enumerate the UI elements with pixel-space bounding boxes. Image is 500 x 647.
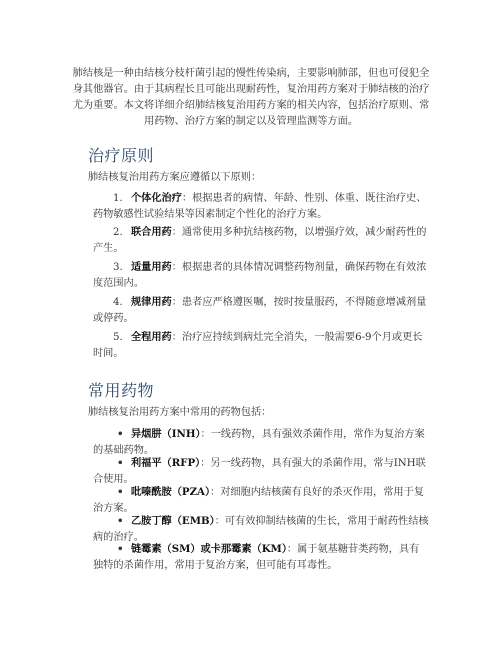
bullet-marker: • bbox=[117, 543, 124, 555]
list-item bbox=[93, 541, 429, 574]
list-item-text: ：属于氨基糖苷类药物，具有独特的杀菌作用，常用于复治方案，但可能有耳毒性。 bbox=[93, 544, 420, 571]
list-item-text: ：另一线药物，具有强大的杀菌作用，常与INH联合使用。 bbox=[93, 458, 426, 485]
section-lead-treatment-principles: 肺结核复治用药方案应遵循以下原则： bbox=[88, 172, 262, 183]
bullet-marker: • bbox=[117, 515, 124, 527]
list-item bbox=[93, 329, 429, 362]
list-marker: 3. bbox=[113, 262, 123, 273]
intro-paragraph: 肺结核是一种由结核分枝杆菌引起的慢性传染病，主要影响肺部，但也可侵犯全身其他器官。由于其病程长且可能出现耐药性，复治用药方案对于肺结核的治疗尤为重要。本文将详细介绍肺结核复治用药方案的相关内容，包括治疗原则、常用药物、治疗方案的制定以及管理监测等方面。 bbox=[72, 68, 430, 127]
section-heading-common-drugs: 常用药物 bbox=[88, 381, 155, 400]
list-item-term: 异烟肼（INH） bbox=[131, 428, 201, 440]
list-item bbox=[93, 190, 429, 223]
section-lead-common-drugs: 肺结核复治用药方案中常用的药物包括： bbox=[88, 407, 272, 418]
list-marker: 1. bbox=[113, 193, 123, 204]
list-marker: 2. bbox=[113, 227, 123, 238]
list-item-term: 乙胺丁醇（EMB） bbox=[131, 515, 215, 527]
list-item-text: ：根据患者的病情、年龄、性别、体重、既往治疗史、药物敏感性试验结果等因素制定个性化的治疗方案。 bbox=[93, 193, 427, 220]
list-item-term: 吡嗪酰胺（PZA） bbox=[131, 486, 211, 498]
list-item-text: ：患者应严格遵医嘱，按时按量服药，不得随意增减剂量或停药。 bbox=[93, 297, 427, 324]
bullet-marker: • bbox=[117, 486, 124, 498]
section-heading-treatment-principles: 治疗原则 bbox=[88, 146, 155, 165]
list-marker: 4. bbox=[113, 297, 123, 308]
list-item-term: 链霉素（SM）或卡那霉素（KM） bbox=[131, 543, 287, 555]
list-item-term: 全程用药 bbox=[131, 331, 172, 343]
list-item bbox=[93, 259, 429, 292]
bullet-marker: • bbox=[117, 428, 124, 440]
list-item-text: ：可有效抑制结核菌的生长，常用于耐药性结核病的治疗。 bbox=[93, 516, 429, 543]
list-item bbox=[93, 294, 429, 327]
list-item-term: 规律用药 bbox=[131, 296, 172, 308]
list-item-text: ：根据患者的具体情况调整药物剂量，确保药物在有效浓度范围内。 bbox=[93, 262, 427, 289]
list-item-text: ：对细胞内结核菌有良好的杀灭作用，常用于复治方案。 bbox=[93, 487, 424, 514]
list-item-term: 利福平（RFP） bbox=[131, 457, 201, 469]
list-item-text: ：治疗应持续到病灶完全消失，一般需要6-9个月或更长时间。 bbox=[93, 332, 423, 359]
bullet-marker: • bbox=[117, 457, 124, 469]
list-item-term: 联合用药 bbox=[131, 226, 172, 238]
list-item bbox=[93, 224, 429, 257]
list-item-term: 适量用药 bbox=[131, 261, 172, 273]
list-item-term: 个体化治疗 bbox=[131, 192, 182, 204]
list-marker: 5. bbox=[113, 332, 123, 343]
list-item-text: ：一线药物，具有强效杀菌作用，常作为复治方案的基础药物。 bbox=[93, 429, 425, 456]
list-item-text: ：通常使用多种抗结核药物，以增强疗效，减少耐药性的产生。 bbox=[93, 227, 427, 254]
